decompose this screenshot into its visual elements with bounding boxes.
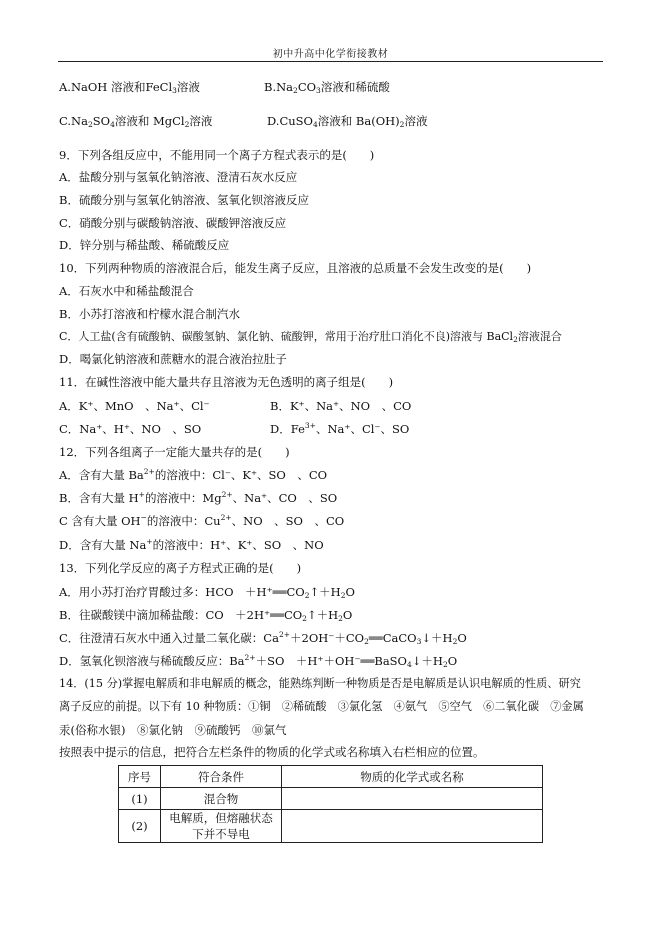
q9-option-d: D．锌分别与稀盐酸、稀硫酸反应 (59, 238, 230, 252)
answer-cell[interactable] (282, 788, 543, 810)
q9-option-c: C．硝酸分别与碳酸钠溶液、碳酸钾溶液反应 (59, 216, 287, 230)
q12-option-b: B．含有大量 H+的溶液中：$Mg^{2+}$、Na⁺、CO 、SO (59, 490, 338, 505)
table-cell: (1) (119, 788, 161, 810)
q12-option-c: C 含有大量 OH−的溶液中：$Cu^{2+}$、NO 、SO 、CO (59, 513, 345, 528)
table-header-row (119, 766, 543, 788)
q10-option-d: D．喝氯化钠溶液和蔗糖水的混合液治拉肚子 (59, 352, 287, 366)
q13-option-d: D．氢氧化钡溶液与稀硫酸反应：$Ba^{2+}+SO$ $+H^++OH^-══BaSO_4↓+H_2O$ (59, 653, 458, 669)
table-cell: 混合物 (161, 788, 282, 810)
q12-stem: 12．下列各组离子一定能大量共存的是( ) (59, 445, 290, 459)
q13-option-a: A．用小苏打治疗胃酸过多：HCO $+H^+══CO_2↑+H_2O$ (59, 585, 355, 600)
q13-option-b: B．往碳酸镁中滴加稀盐酸：CO $+2H^+══CO_2↑+H_2O$ (59, 608, 353, 623)
q9-option-b: B．硫酸分别与氢氧化钠溶液、氢氧化钡溶液反应 (59, 193, 309, 207)
q12-option-d: D．含有大量 Na+的溶液中：H⁺、K⁺、SO 、NO (59, 537, 324, 552)
header-divider (58, 61, 603, 62)
q12-option-a: A．含有大量 $Ba^{2+}$的溶液中：Cl⁻、K⁺、SO 、CO (59, 467, 328, 482)
q10-option-b: B．小苏打溶液和柠檬水混合制汽水 (59, 307, 240, 321)
q11-option-d: D．$Fe^{3+}$、Na⁺、Cl⁻、SO (270, 421, 410, 436)
table-cell: 电解质，但熔融状态下并不导电 (161, 810, 282, 843)
q14-line-2: 离子反应的前提。以下有 10 种物质：①铜 ②稀硫酸 ③氯化氢 ④氨气 ⑤空气 ⑥二氧化碳 ⑦金属 (59, 700, 584, 713)
q10-option-a: A．石灰水中和稀盐酸混合 (59, 284, 194, 298)
q13-option-c: C．往澄清石灰水中通入过量二氧化碳：$Ca^{2+}+2OH^-+CO_2══CaCO_3↓+H_2O$ (59, 630, 467, 646)
q14-line-1: 14．(15 分)掌握电解质和非电解质的概念，能熟练判断一种物质是否是电解质是认识电解质的性质、研究 (59, 677, 581, 690)
q11-option-b: B．K⁺、Na⁺、NO 、CO (270, 399, 412, 413)
q10-stem: 10．下列两种物质的溶液混合后，能发生离子反应，且溶液的总质量不会发生改变的是( ) (59, 261, 532, 275)
answer-table (118, 765, 543, 843)
q11-option-a: A．K⁺、MnO 、Na⁺、Cl⁻ (59, 399, 210, 413)
q9-option-a: A．盐酸分别与氢氧化钠溶液、澄清石灰水反应 (59, 170, 298, 184)
table-header-cell: 符合条件 (161, 766, 282, 788)
q11-stem: 11．在碱性溶液中能大量共存且溶液为无色透明的离子组是( ) (59, 375, 394, 389)
q8-option-d: D.CuSO$_4$溶液和 $Ba(OH)_2$溶液 (267, 114, 428, 129)
q8-option-a: A.NaOH 溶液和FeCl$_3$溶液 (59, 80, 200, 95)
q14-line-3: 汞(俗称水银) ⑧氯化钠 ⑨硫酸钙 ⑩氯气 (59, 723, 287, 737)
q8-option-c: $C.Na_2SO_4$溶液和 MgCl$_2$溶液 (59, 114, 213, 129)
q14-line-4: 按照表中提示的信息，把符合左栏条件的物质的化学式或名称填入右栏相应的位置。 (59, 745, 485, 759)
q13-stem: 13．下列化学反应的离子方程式正确的是( ) (59, 561, 302, 575)
table-row (119, 810, 543, 843)
table-cell: (2) (119, 810, 161, 843)
q10-option-c: C．人工盐(含有硫酸钠、碳酸氢钠、氯化钠、硫酸钾，常用于治疗肚口消化不良)溶液与 BaCl$_2$溶液混合 (59, 330, 562, 344)
table-header-cell: 序号 (119, 766, 161, 788)
page-header: 初中升高中化学衔接教材 (272, 49, 389, 60)
q8-option-b: $B.Na_2CO_3$溶液和稀硫酸 (264, 80, 390, 95)
table-header-cell: 物质的化学式或名称 (282, 766, 543, 788)
answer-cell[interactable] (282, 810, 543, 843)
q9-stem: 9．下列各组反应中，不能用同一个离子方程式表示的是( ) (59, 148, 375, 162)
table-row (119, 788, 543, 810)
q11-option-c: C．Na⁺、H⁺、NO 、SO (59, 422, 202, 436)
